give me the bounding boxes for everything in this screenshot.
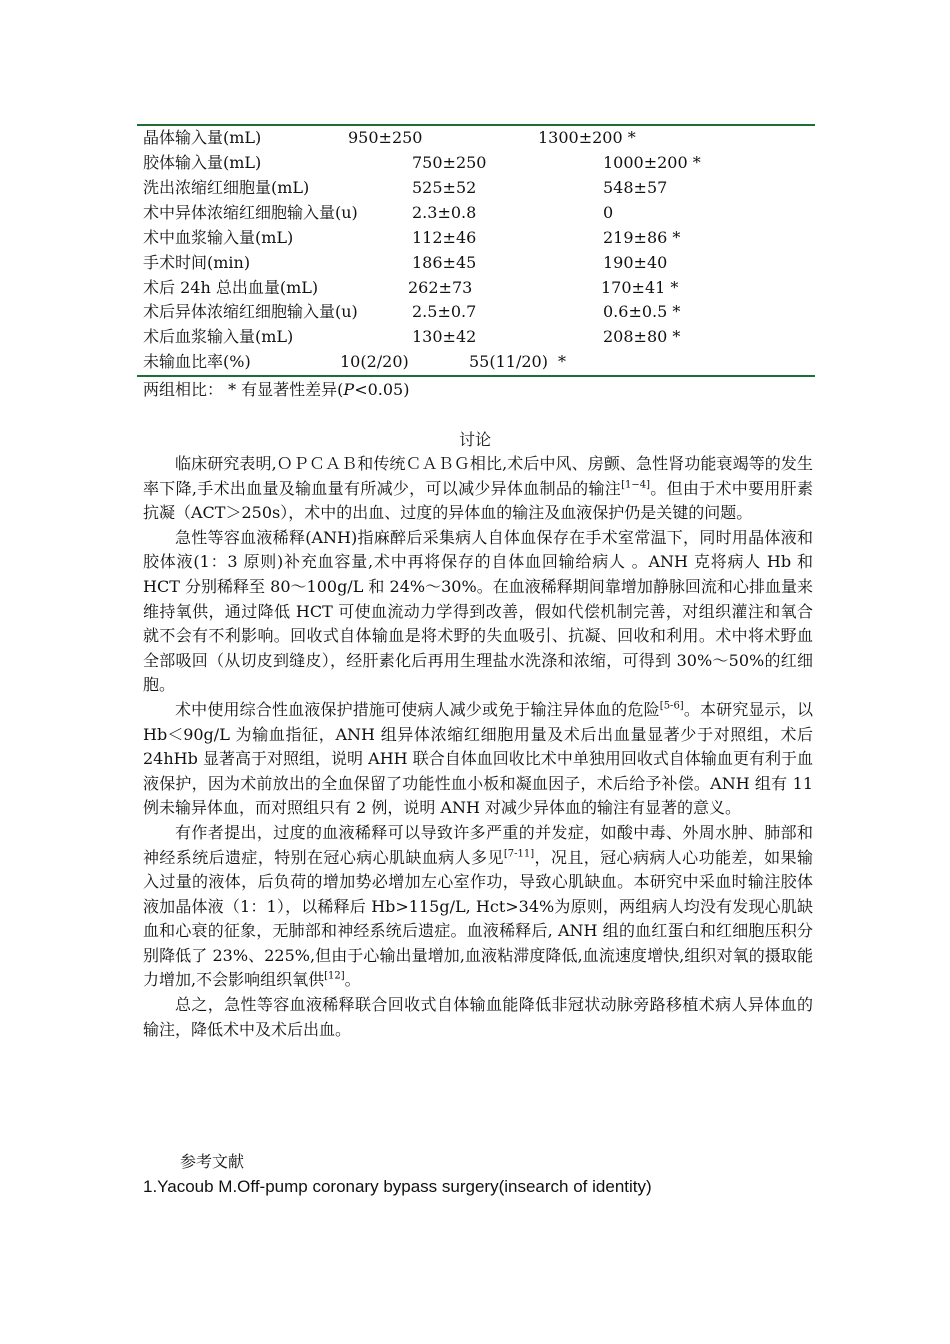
table-row: [143, 276, 813, 300]
references-heading: 参考文献: [180, 1152, 245, 1171]
citation: [12]: [324, 971, 345, 983]
table-row: [143, 325, 813, 349]
paragraph: 总之，急性等容血液稀释联合回收式自体输血能降低非冠状动脉旁路移植术病人异体血的输注，降低术中及术后出血。: [143, 995, 813, 1039]
anh-value: 130±42: [412, 327, 477, 346]
control-value: 219±86 *: [603, 228, 681, 247]
table-row: [143, 126, 813, 150]
row-label: 洗出浓缩红细胞量(mL): [143, 178, 310, 197]
section-heading: 讨论: [458, 430, 491, 449]
control-value: 170±41 *: [601, 278, 679, 297]
anh-value: 950±250: [348, 128, 423, 147]
table-row: [143, 176, 813, 200]
anh-value: 262±73: [408, 278, 473, 297]
paragraph: 术中使用综合性血液保护措施可使病人减少或免于输注异体血的危险[5-6]。本研究显示，以 Hb＜90g/L 为输血指征，ANH 组异体浓缩红细胞用量及术后出血量显著少于对照组，术后 24hHb 显著高于对照组，说明 AHH 联合自体血回收比术中单独用回收式自体输血更有利于血液保护，因为术前放出的全血保留了功能性血小板和凝血因子，术后给予补偿。ANH 组有 11 例未输异体血，而对照组只有 2 例，说明 ANH 对减少异体血的输注有显著的意义。: [143, 699, 813, 818]
control-value: 208±80 *: [603, 327, 681, 346]
row-label: 胶体输入量(mL): [143, 153, 262, 172]
row-label: 术后 24h 总出血量(mL): [143, 278, 319, 297]
control-value: 1000±200 *: [603, 153, 701, 172]
row-label: 手术时间(min): [143, 253, 251, 272]
anh-value: 186±45: [412, 253, 477, 272]
paragraph: 有作者提出，过度的血液稀释可以导致许多严重的并发症，如酸中毒、外周水肿、肺部和神经系统后遗症，特别在冠心病心肌缺血病人多见[7-11]，况且，冠心病病人心功能差，如果输入过量的液体，后负荷的增加势必增加左心室作功，导致心肌缺血。本研究中采血时输注胶体液加晶体液（1：1），以稀释后 Hb>115g/L, Hct>34%为原则，两组病人均没有发现心肌缺血和心衰的征象，无肺部和神经系统后遗症。血液稀释后, ANH 组的血红蛋白和红细胞压积分别降低了 23%、225%,但由于心输出量增加,血液粘滞度降低,血流速度增快,组织对氧的摄取能力增加,不会影响组织氧供[12]。: [143, 822, 813, 990]
control-value: 0: [603, 203, 614, 222]
control-value: 55(11/20): [469, 352, 548, 371]
row-label: 术中血浆输入量(mL): [143, 228, 294, 247]
paragraph: 急性等容血液稀释(ANH)指麻醉后采集病人自体血保存在手术室常温下，同时用晶体液和胶体液(1：3 原则)补充血容量,术中再将保存的自体血回输给病人 。ANH 克将病人 Hb 和 HCT 分别稀释至 80～100g/L 和 24%～30%。在血液稀释期间靠增加静脉回流和心排血量来维持氧供，通过降低 HCT 可使血流动力学得到改善，假如代偿机制完善，对组织灌注和氧合就不会有不利影响。回收式自体输血是将术野的失血吸引、抗凝、回收和利用。术中将术野血全部吸回（从切皮到缝皮），经肝素化后再用生理盐水洗涤和浓缩，可得到 30%～50%的红细胞。: [143, 527, 813, 695]
table-row: [143, 251, 813, 275]
table-row: [143, 350, 813, 374]
anh-value: 10(2/20): [340, 352, 409, 371]
row-label: 晶体输入量(mL): [143, 128, 262, 147]
control-value: 190±40: [603, 253, 668, 272]
significance-mark: *: [558, 352, 566, 371]
row-label: 未输血比率(%): [143, 352, 251, 371]
paragraph: 临床研究表明,ＯＰＣＡＢ和传统ＣＡＢＧ相比,术后中风、房颤、急性肾功能衰竭等的发生率下降,手术出血量及输血量有所减少，可以减少异体血制品的输注[1−4]。但由于术中要用肝素抗凝（ACT＞250s），术中的出血、过度的异体血的输注及血液保护仍是关键的问题。: [143, 454, 813, 523]
control-value: 548±57: [603, 178, 668, 197]
table-bottom-rule: [137, 375, 815, 377]
table-row: [143, 300, 813, 324]
anh-value: 525±52: [412, 178, 477, 197]
table-row: [143, 226, 813, 250]
discussion-body: [143, 452, 813, 1042]
citation: [1−4]: [621, 479, 650, 491]
table-row: [143, 151, 813, 175]
anh-value: 750±250: [412, 153, 487, 172]
control-value: 1300±200 *: [538, 128, 636, 147]
row-label: 术后异体浓缩红细胞输入量(u): [143, 302, 358, 321]
anh-value: 2.3±0.8: [412, 203, 477, 222]
table-note: 两组相比： * 有显著性差异(P<0.05): [143, 380, 410, 399]
reference-item: 1.Yacoub M.Off-pump coronary bypass surgery(insearch of identity): [143, 1177, 652, 1196]
citation: [7-11]: [503, 848, 535, 860]
row-label: 术中异体浓缩红细胞输入量(u): [143, 203, 358, 222]
citation: [5-6]: [659, 700, 684, 712]
table-row: [143, 201, 813, 225]
control-value: 0.6±0.5 *: [603, 302, 681, 321]
row-label: 术后血浆输入量(mL): [143, 327, 294, 346]
anh-value: 112±46: [412, 228, 477, 247]
anh-value: 2.5±0.7: [412, 302, 477, 321]
